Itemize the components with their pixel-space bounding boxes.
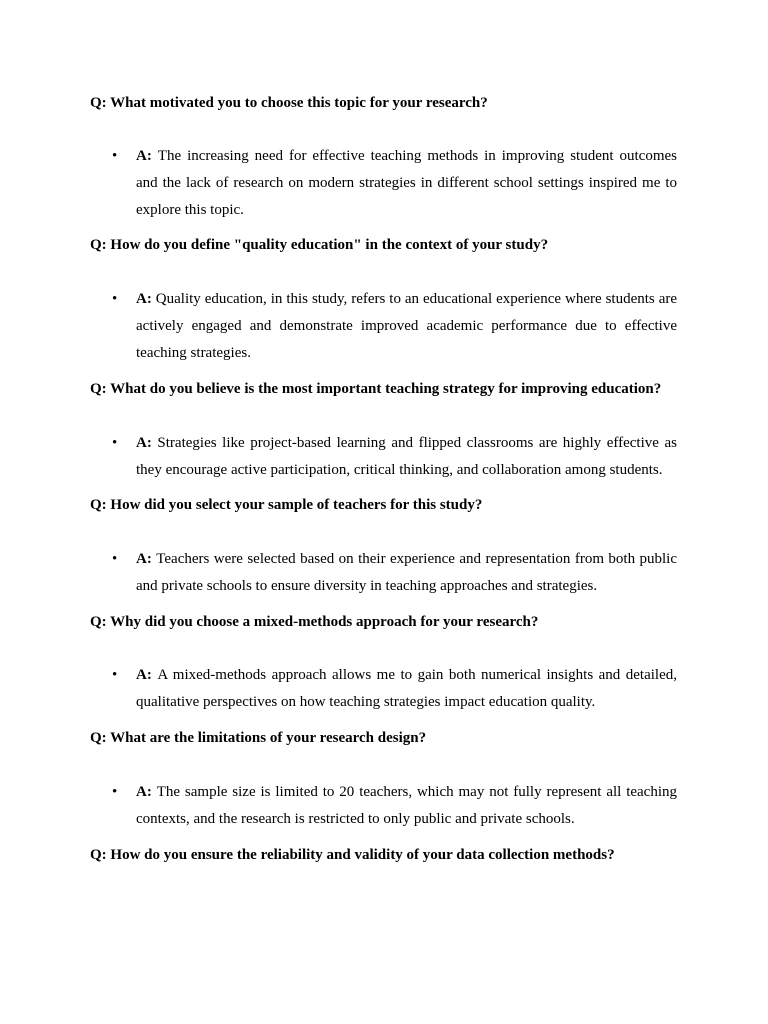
question-1: Q: What motivated you to choose this topic for your research? [90, 95, 488, 111]
answer-prefix: A: [136, 784, 157, 800]
qa-item-1 [90, 93, 677, 224]
answer-text: Teachers were selected based on their experience and representation from both public and private schools to ensure diversity in teaching approaches and strategies. [136, 551, 678, 594]
answer-prefix: A: [136, 148, 158, 164]
answer-1 [90, 143, 677, 224]
answer-prefix: A: [136, 667, 158, 683]
answer-2 [90, 286, 677, 367]
answer-3 [90, 430, 677, 484]
answer-list-5 [90, 662, 677, 716]
answer-5 [90, 662, 677, 716]
answer-list-1 [90, 143, 677, 224]
answer-text: A mixed-methods approach allows me to gain both numerical insights and detailed, qualitative perspectives on how teaching strategies impact education quality. [136, 667, 677, 710]
qa-item-4 [90, 495, 677, 600]
question-5: Q: Why did you choose a mixed-methods approach for your research? [90, 614, 539, 630]
bullet-icon: • [112, 784, 118, 800]
question-4: Q: How did you select your sample of teachers for this study? [90, 497, 483, 513]
answer-text: Quality education, in this study, refers to an educational experience where students are actively engaged and demonstrate improved academic performance due to effective teaching strategies. [136, 291, 678, 361]
qa-item-2 [90, 235, 677, 367]
bullet-icon: • [112, 667, 118, 683]
qa-item-5 [90, 612, 677, 716]
qa-item-3 [90, 379, 677, 484]
answer-text: The increasing need for effective teaching methods in improving student outcomes and the lack of research on modern strategies in different school settings inspired me to explore this topic. [136, 148, 678, 218]
answer-4 [90, 546, 677, 600]
answer-prefix: A: [136, 435, 158, 451]
answer-prefix: A: [136, 291, 156, 307]
answer-list-3 [90, 430, 677, 484]
bullet-icon: • [112, 291, 118, 307]
answer-text: The sample size is limited to 20 teachers, which may not fully represent all teaching contexts, and the research is restricted to only public and private schools. [136, 784, 677, 827]
qa-item-7 [90, 845, 677, 865]
answer-list-2 [90, 286, 677, 367]
answer-text: Strategies like project-based learning and flipped classrooms are highly effective as they encourage active participation, critical thinking, and collaboration among students. [136, 435, 677, 478]
bullet-icon: • [112, 148, 118, 164]
answer-list-4 [90, 546, 677, 600]
bullet-icon: • [112, 551, 118, 567]
answer-prefix: A: [136, 551, 157, 567]
answer-list-6 [90, 779, 677, 833]
answer-6 [90, 779, 677, 833]
qa-item-6 [90, 728, 677, 833]
question-6: Q: What are the limitations of your research design? [90, 730, 427, 746]
question-2: Q: How do you define "quality education" in the context of your study? [90, 237, 549, 253]
question-7: Q: How do you ensure the reliability and validity of your data collection methods? [90, 847, 615, 863]
question-3: Q: What do you believe is the most important teaching strategy for improving education? [90, 381, 662, 397]
bullet-icon: • [112, 435, 118, 451]
